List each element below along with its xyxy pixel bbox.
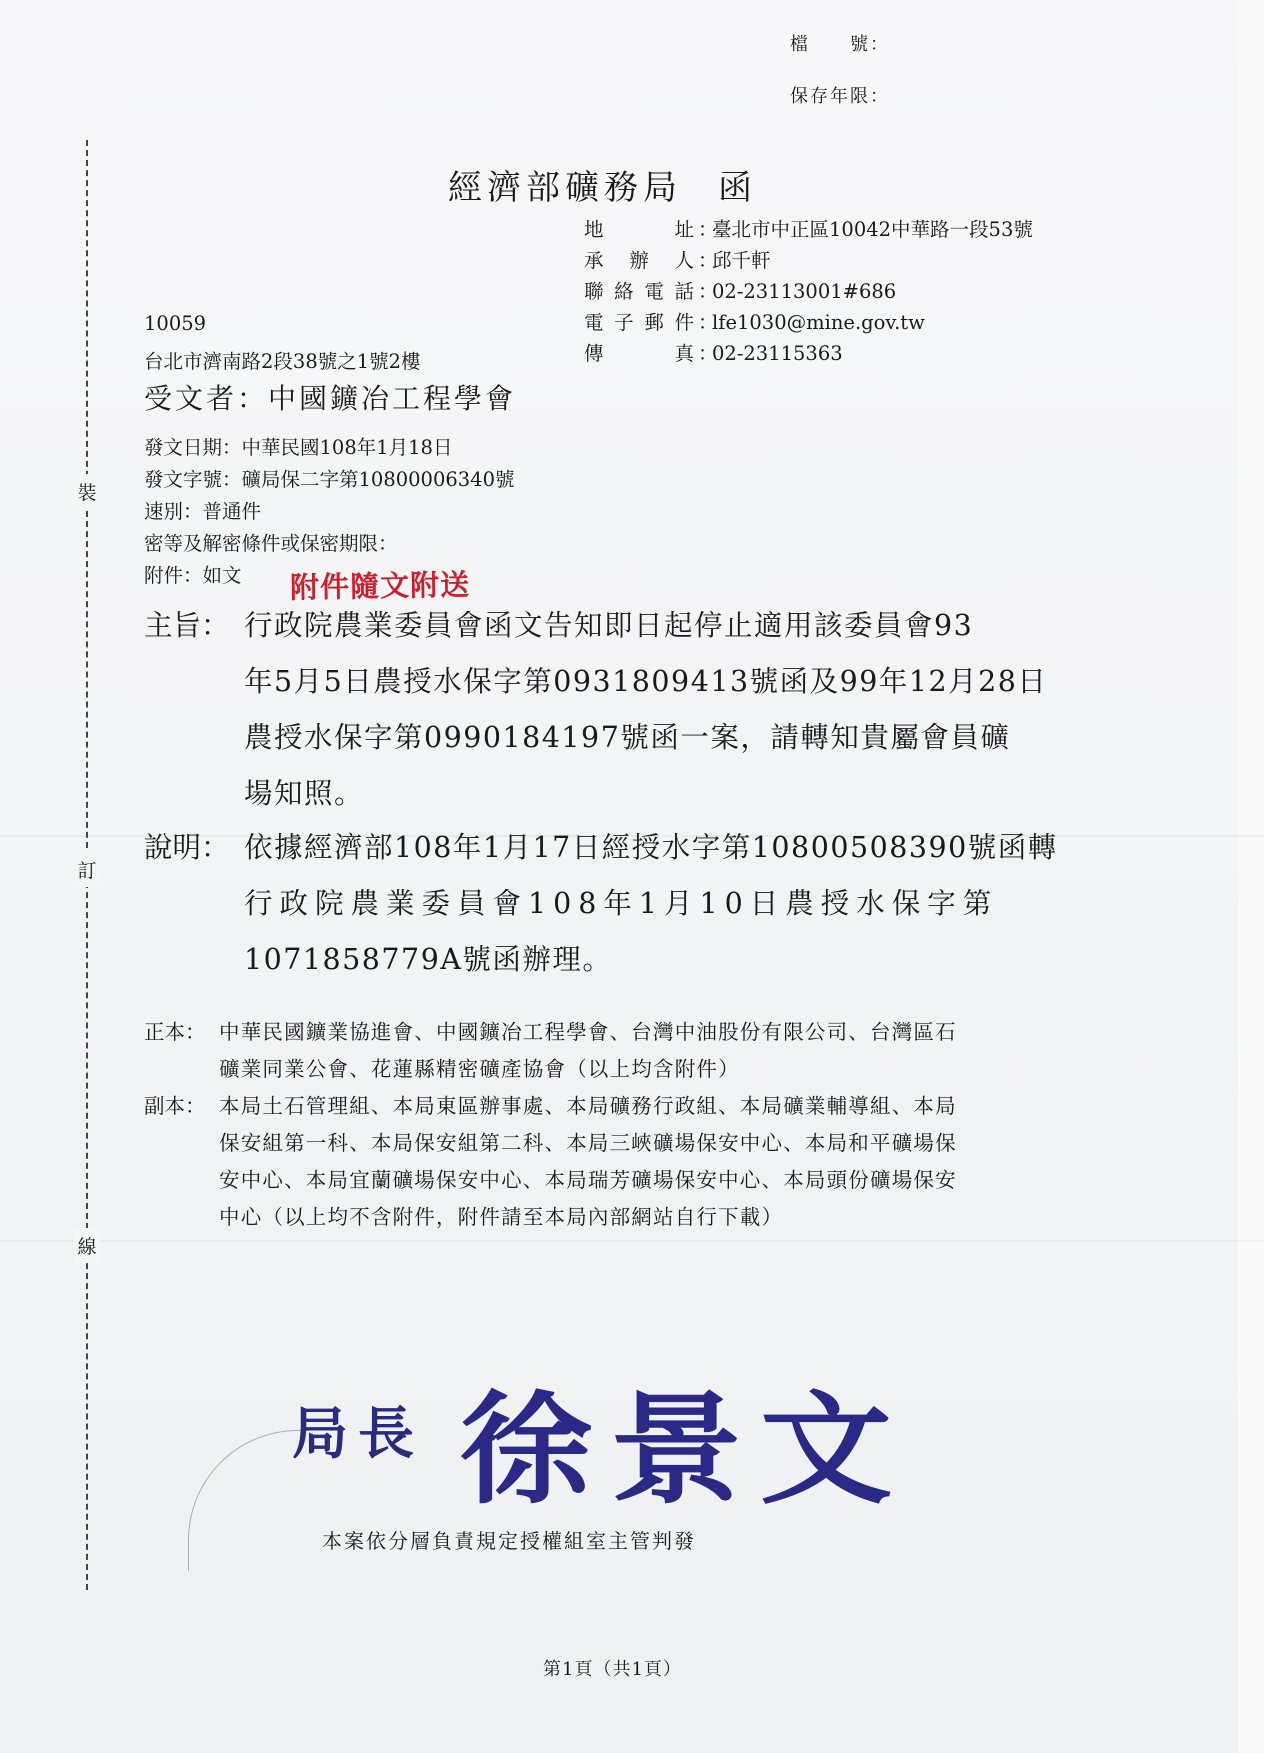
sender-handler-row: 承辦人 ： 邱千軒 (584, 245, 1033, 276)
secondary-copy-line: 本局土石管理組、本局東區辦事處、本局礦務行政組、本局礦業輔導組、本局 (219, 1094, 957, 1118)
subject-line: 場知照。 (244, 777, 365, 810)
subject-label: 主旨： (144, 609, 230, 642)
sender-fax-label: 傳真 (584, 342, 694, 365)
recipient-zip: 10059 (144, 312, 207, 335)
sender-address-row: 地址 ： 臺北市中正區10042中華路一段53號 (584, 214, 1033, 245)
retention-period-label: 保存年限： (790, 86, 890, 107)
explanation-line: 依據經濟部108年1月17日經授水字第10800508390號函轉 (244, 831, 1058, 864)
signature-name: 徐景文 (460, 1378, 910, 1522)
primary-copy-text (219, 1014, 1239, 1088)
sender-email-value: lfe1030@mine.gov.tw (712, 311, 925, 334)
paper-edge (1238, 0, 1264, 1753)
subject-line: 行政院農業委員會函文告知即日起停止適用該委員會93 (244, 609, 974, 642)
sender-handler-label: 承辦人 (584, 249, 694, 272)
sender-address-value: 臺北市中正區10042中華路一段53號 (712, 218, 1033, 241)
sender-phone-label: 聯絡電話 (584, 280, 694, 303)
authorization-note: 本案依分層負責規定授權組室主管判發 (322, 1529, 696, 1553)
sender-email-label: 電子郵件 (584, 311, 694, 334)
secondary-copy-line: 保安組第一科、本局保安組第二科、本局三峽礦場保安中心、本局和平礦場保 (219, 1131, 957, 1155)
attachment-info: 附件：如文 (144, 564, 242, 587)
signature-title: 局長 (292, 1401, 424, 1467)
explanation-line: 行政院農業委員會108年1月10日農授水保字第 (244, 887, 999, 920)
recipient-name: 受文者：中國鑛冶工程學會 (144, 382, 517, 415)
subject-line: 農授水保字第0990184197號函一案，請轉知貴屬會員礦 (244, 721, 1011, 754)
secondary-copy-line: 中心（以上均不含附件，附件請至本局內部網站自行下載） (219, 1205, 784, 1229)
subject-text (244, 598, 1234, 822)
primary-copy-label: 正本： (144, 1020, 206, 1044)
paper-fold (0, 1240, 1264, 1242)
issue-date: 發文日期：中華民國108年1月18日 (144, 436, 453, 459)
secondary-copy-text (219, 1088, 1239, 1236)
sender-fax-value: 02-23115363 (712, 342, 843, 365)
file-number-label: 檔 號： (790, 34, 890, 55)
binding-mark-ding: 訂 (74, 852, 100, 887)
recipient-address: 台北市濟南路2段38號之1號2樓 (144, 350, 421, 373)
sender-phone-value: 02-23113001#686 (712, 280, 897, 303)
binding-mark-xian: 線 (74, 1228, 100, 1263)
title-type: 函 (718, 168, 757, 208)
secondary-copy-line: 安中心、本局宜蘭礦場保安中心、本局瑞芳礦場保安中心、本局頭份礦場保安 (219, 1168, 957, 1192)
sender-address-label: 地址 (584, 218, 694, 241)
secrecy-level: 密等及解密條件或保密期限： (144, 532, 398, 555)
primary-copy-line: 中華民國鑛業協進會、中國鑛冶工程學會、台灣中油股份有限公司、台灣區石 (219, 1020, 957, 1044)
sender-fax-row: 傳真 ： 02-23115363 (584, 338, 1033, 369)
delivery-speed: 速別：普通件 (144, 500, 262, 523)
attachment-stamp: 附件隨文附送 (289, 567, 471, 605)
page-number: 第1頁（共1頁） (543, 1659, 682, 1680)
sender-phone-row: 聯絡電話 ： 02-23113001#686 (584, 276, 1033, 307)
primary-copy-line: 礦業同業公會、花蓮縣精密礦產協會（以上均含附件） (219, 1057, 740, 1081)
subject-line: 年5月5日農授水保字第0931809413號函及99年12月28日 (244, 665, 1048, 698)
sender-info (584, 214, 1033, 369)
binding-mark-zhuang: 裝 (74, 474, 100, 509)
explanation-text (244, 820, 1234, 988)
secondary-copy-label: 副本： (144, 1094, 206, 1118)
explanation-label: 說明： (144, 831, 230, 864)
explanation-line: 1071858779A號函辦理。 (244, 943, 613, 976)
title-agency: 經濟部礦務局 (448, 168, 682, 208)
sender-email-row: 電子郵件 ： lfe1030@mine.gov.tw (584, 307, 1033, 338)
sender-handler-value: 邱千軒 (712, 249, 771, 272)
paper-arc-mark (188, 1430, 309, 1571)
reference-number: 發文字號：礦局保二字第10800006340號 (144, 468, 515, 491)
page-title (448, 160, 757, 209)
